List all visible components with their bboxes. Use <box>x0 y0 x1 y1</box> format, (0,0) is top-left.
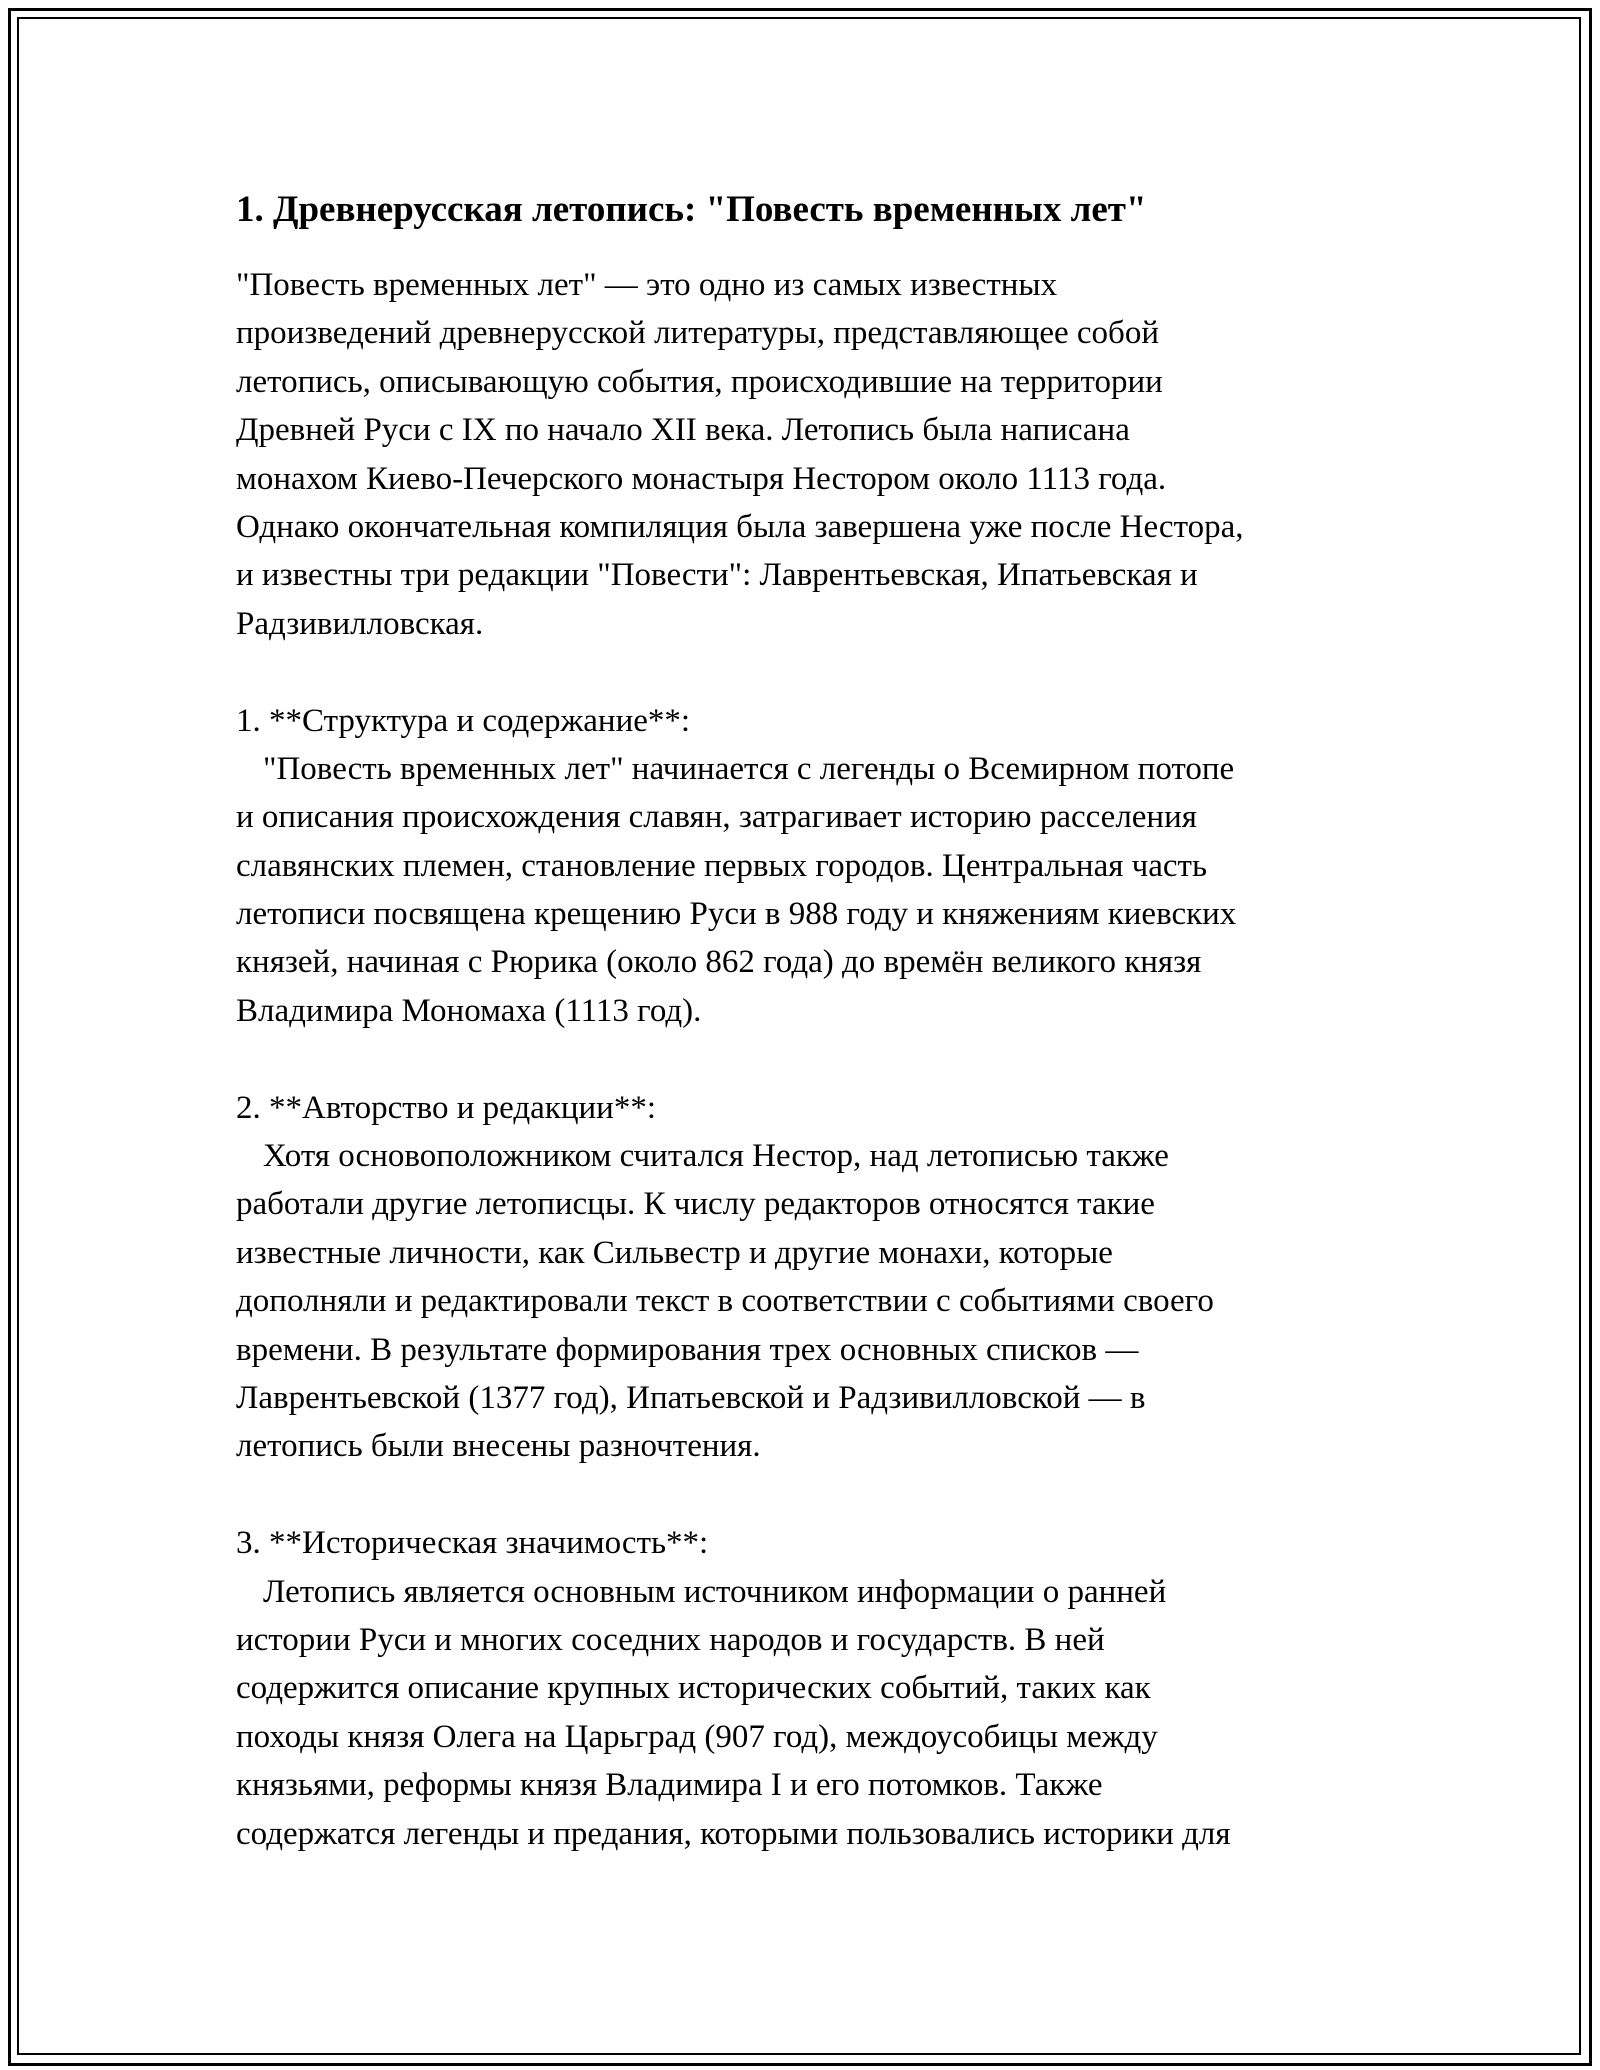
section-significance <box>236 1519 1386 1858</box>
section-authorship <box>236 1084 1386 1471</box>
section-line: Владимира Мономаха (1113 год). <box>236 992 702 1029</box>
intro-line: и известны три редакции "Повести": Лаврентьевская, Ипатьевская и <box>236 557 1198 594</box>
section-line: содержатся легенды и предания, которыми пользовались историки для <box>236 1815 1231 1852</box>
section-heading: 2. **Авторство и редакции**: <box>236 1089 656 1126</box>
section-line: дополняли и редактировали текст в соответствии с событиями своего <box>236 1283 1214 1320</box>
section-line: истории Руси и многих соседних народов и государств. В ней <box>236 1621 1105 1658</box>
intro-line: летопись, описывающую события, происходившие на территории <box>236 363 1163 400</box>
section-line: содержится описание крупных исторических событий, таких как <box>236 1670 1151 1707</box>
intro-line: произведений древнерусской литературы, представляющее собой <box>236 315 1160 352</box>
paragraph-spacer <box>236 1471 1386 1519</box>
intro-line: Однако окончательная компиляция была завершена уже после Нестора, <box>236 508 1244 545</box>
section-line: князей, начиная с Рюрика (около 862 года) до времён великого князя <box>236 944 1202 981</box>
section-line: Хотя основоположником считался Нестор, над летописью также <box>263 1138 1169 1175</box>
section-line: времени. В результате формирования трех основных списков — <box>236 1331 1139 1368</box>
section-structure <box>236 697 1386 1036</box>
section-line: Лаврентьевской (1377 год), Ипатьевской и Радзивилловской — в <box>236 1379 1146 1416</box>
intro-line: "Повесть временных лет" — это одно из самых известных <box>236 267 1058 303</box>
section-line: Летопись является основным источником информации о ранней <box>263 1573 1167 1610</box>
document-body <box>236 188 1386 1858</box>
intro-paragraph <box>236 261 1386 648</box>
intro-line: Радзивилловская. <box>236 605 484 642</box>
section-line: "Повесть временных лет" начинается с легенды о Всемирном потопе <box>263 750 1235 787</box>
section-heading: 1. **Структура и содержание**: <box>236 702 691 739</box>
document-title: 1. Древнерусская летопись: "Повесть временных лет" <box>236 189 1147 230</box>
paragraph-spacer <box>236 1035 1386 1083</box>
paragraph-spacer <box>236 648 1386 696</box>
section-line: летописи посвящена крещению Руси в 988 году и княжениям киевских <box>236 896 1237 933</box>
section-line: походы князя Олега на Царьград (907 год), междоусобицы между <box>236 1718 1158 1755</box>
section-line: князьями, реформы князя Владимира I и его потомков. Также <box>236 1767 1103 1804</box>
section-line: летопись были внесены разночтения. <box>236 1428 761 1465</box>
section-line: работали другие летописцы. К числу редакторов относятся такие <box>236 1186 1155 1223</box>
section-line: и описания происхождения славян, затрагивает историю расселения <box>236 799 1197 836</box>
section-line: славянских племен, становление первых городов. Центральная часть <box>236 847 1208 884</box>
section-line: известные личности, как Сильвестр и другие монахи, которые <box>236 1234 1113 1271</box>
section-heading: 3. **Историческая значимость**: <box>236 1525 709 1562</box>
intro-line: Древней Руси с IX по начало XII века. Летопись была написана <box>236 412 1130 449</box>
intro-line: монахом Киево-Печерского монастыря Нестором около 1113 года. <box>236 460 1167 497</box>
